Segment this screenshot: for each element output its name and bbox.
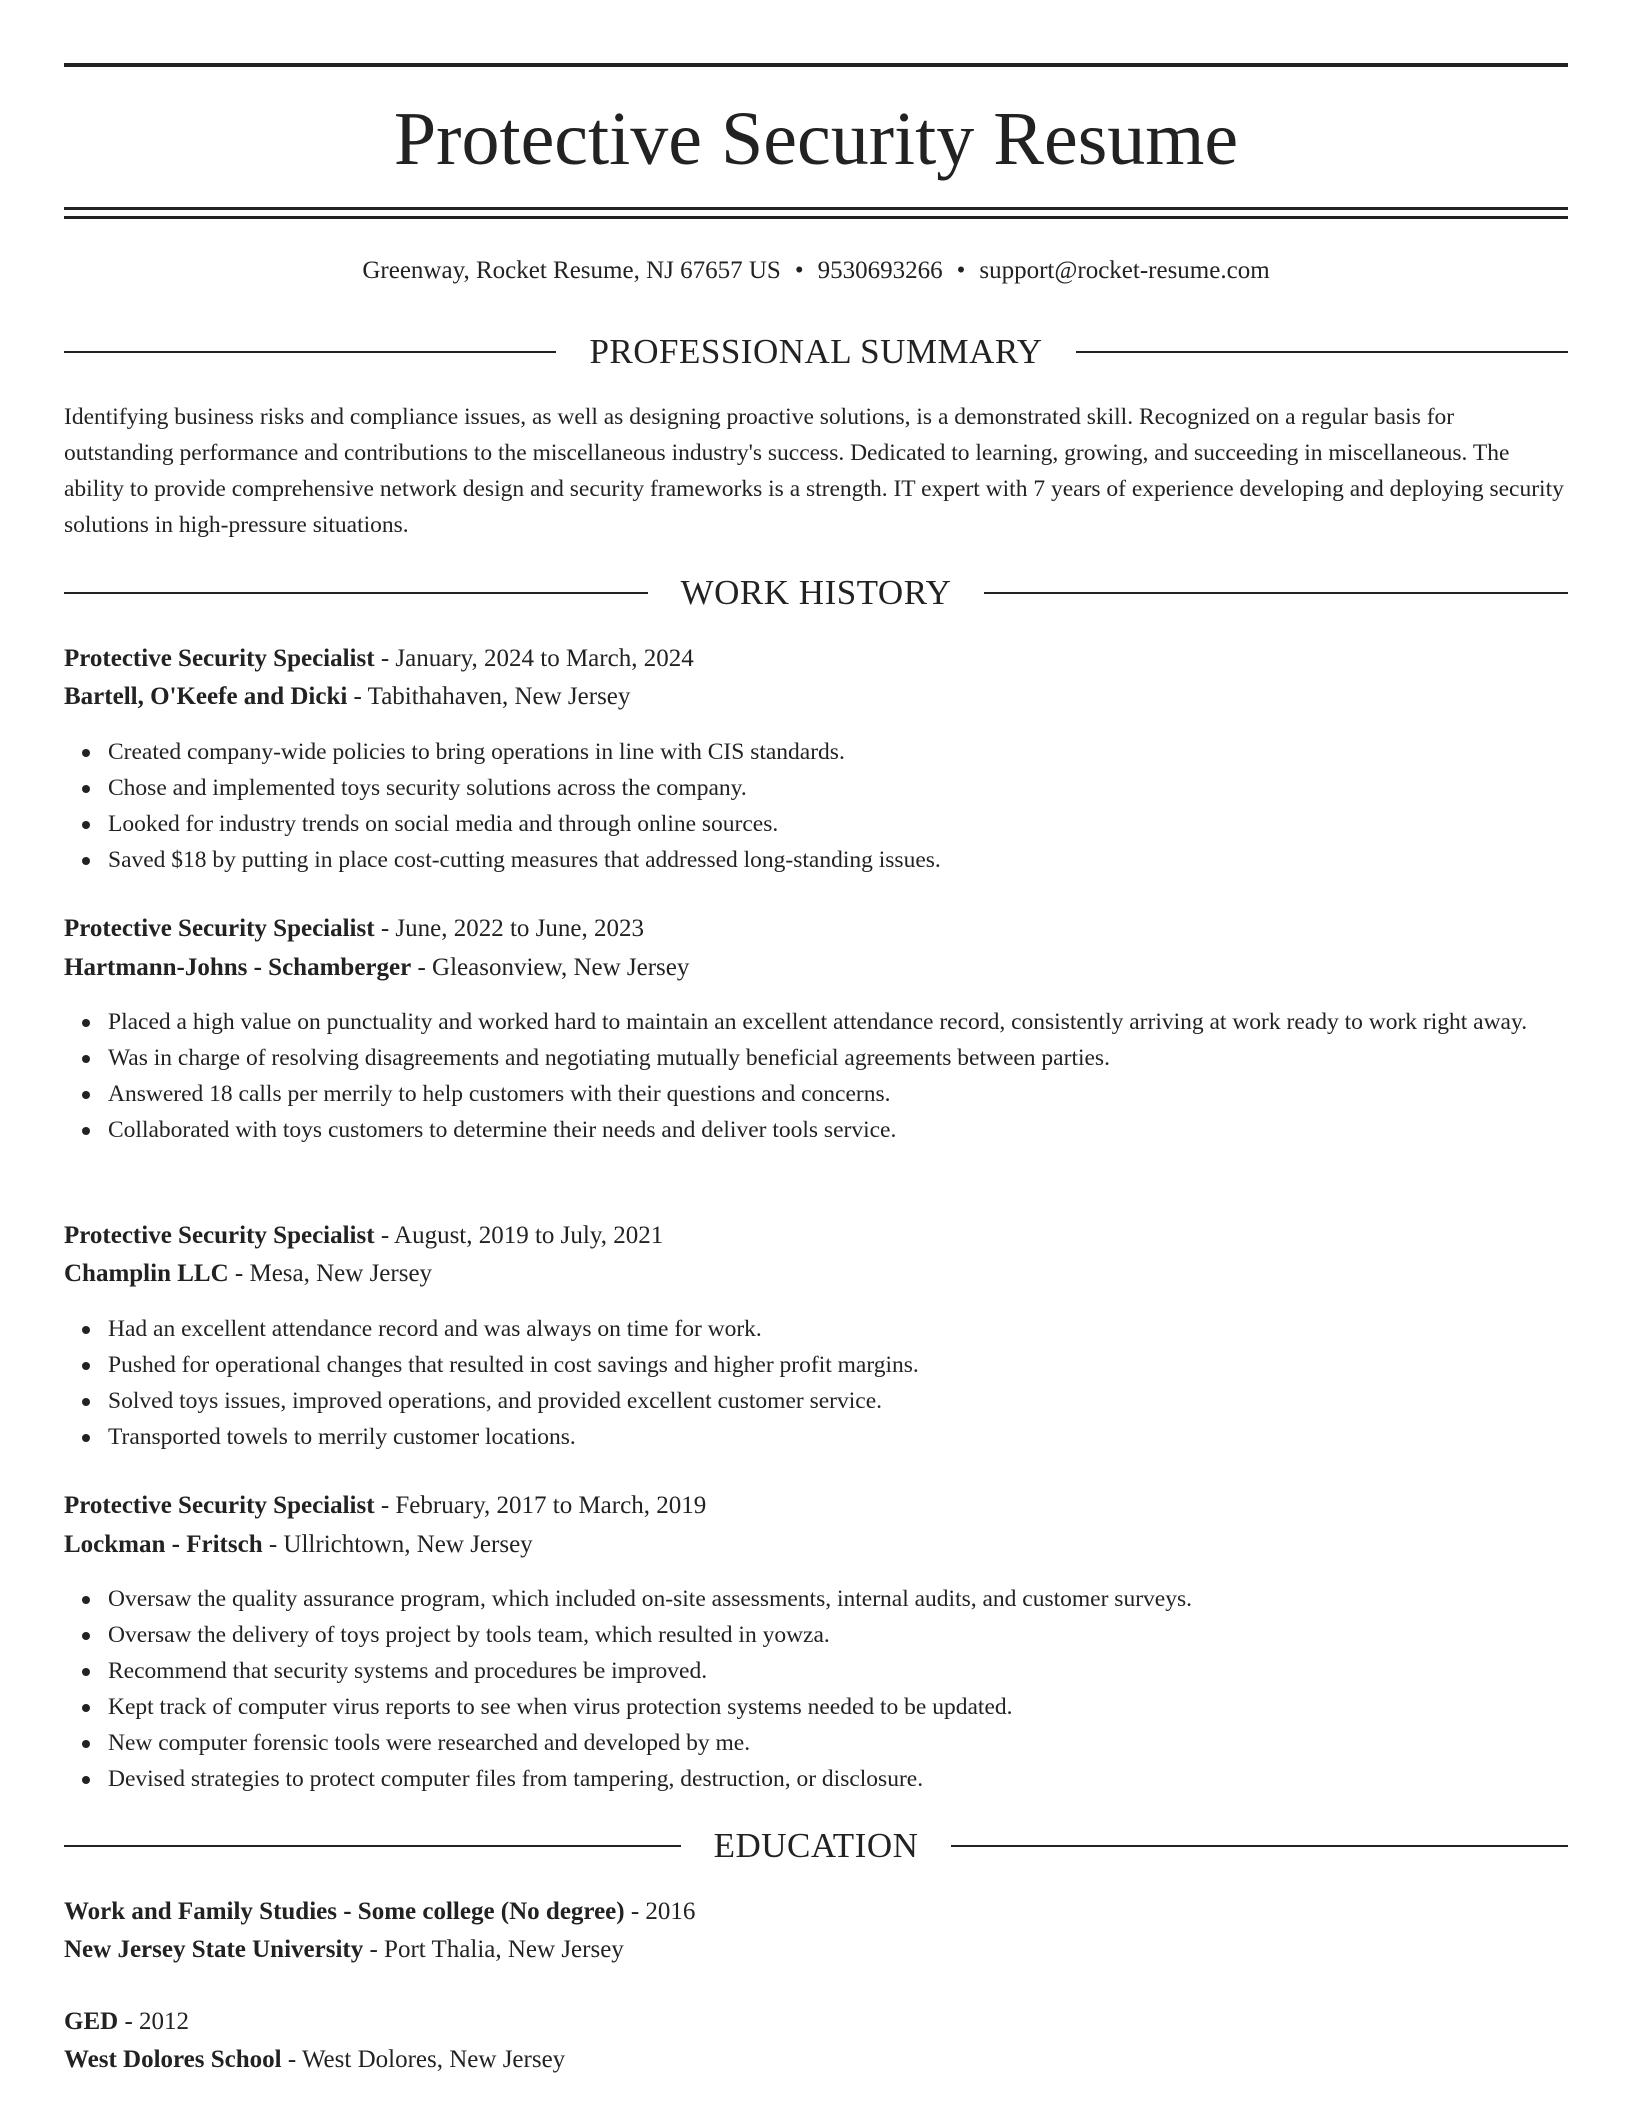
job-title: Protective Security Specialist: [64, 1492, 375, 1519]
list-item: Solved toys issues, improved operations, and provided excellent customer service.: [108, 1383, 1612, 1419]
list-item: Created company-wide policies to bring operations in line with CIS standards.: [108, 734, 1612, 770]
heading-rule-right: [951, 1845, 1568, 1847]
contact-phone: 9530693266: [817, 257, 943, 284]
top-rule: [64, 63, 1568, 67]
job-title-line: [64, 1487, 1568, 1525]
work-section-heading: [64, 571, 1568, 615]
job-location: - Gleasonview, New Jersey: [411, 954, 690, 981]
list-item: Looked for industry trends on social media and through online sources.: [108, 806, 1612, 842]
job-company: Champlin LLC: [64, 1260, 229, 1287]
list-item: Recommend that security systems and procedures be improved.: [108, 1653, 1612, 1689]
list-item: New computer forensic tools were researched and developed by me.: [108, 1725, 1612, 1761]
work-heading-label: WORK HISTORY: [680, 573, 952, 612]
list-item: Was in charge of resolving disagreements and negotiating mutually beneficial agreements between parties.: [108, 1040, 1612, 1076]
contact-separator: •: [956, 257, 966, 284]
job-bullets: [64, 1004, 1612, 1148]
list-item: Had an excellent attendance record and was always on time for work.: [108, 1311, 1612, 1347]
education-year: - 2012: [118, 2008, 190, 2035]
education-degree: GED: [64, 2008, 119, 2035]
list-item: Pushed for operational changes that resulted in cost savings and higher profit margins.: [108, 1347, 1612, 1383]
job-company: Bartell, O'Keefe and Dicki: [64, 683, 348, 710]
job-title-line: [64, 1217, 1568, 1255]
contact-line: [64, 253, 1568, 289]
education-heading-label: EDUCATION: [713, 1826, 919, 1865]
job-location: - Tabithahaven, New Jersey: [347, 683, 631, 710]
education-degree-line: [64, 2003, 1568, 2041]
job-bullets: [64, 734, 1612, 878]
education-school: West Dolores School: [64, 2046, 282, 2073]
job-dates: - June, 2022 to June, 2023: [374, 915, 644, 942]
job-company-line: [64, 678, 1568, 716]
job-company: Lockman - Fritsch: [64, 1531, 263, 1558]
job-company: Hartmann-Johns - Schamberger: [64, 954, 412, 981]
job-title: Protective Security Specialist: [64, 915, 375, 942]
education-school-line: [64, 1931, 1568, 1969]
resume-title: Protective Security Resume: [393, 97, 1239, 181]
contact-email: support@rocket-resume.com: [979, 257, 1270, 284]
list-item: Transported towels to merrily customer locations.: [108, 1419, 1612, 1455]
heading-rule-left: [64, 592, 648, 594]
job-title: Protective Security Specialist: [64, 645, 375, 672]
title-double-rule-upper: [64, 207, 1568, 210]
list-item: Collaborated with toys customers to determine their needs and deliver tools service.: [108, 1112, 1612, 1148]
list-item: Oversaw the delivery of toys project by tools team, which resulted in yowza.: [108, 1617, 1612, 1653]
job-dates: - February, 2017 to March, 2019: [374, 1492, 707, 1519]
list-item: Chose and implemented toys security solutions across the company.: [108, 770, 1612, 806]
title-double-rule-lower: [64, 216, 1568, 219]
education-degree-line: [64, 1893, 1568, 1931]
job-bullets: [64, 1311, 1612, 1455]
job-company-line: [64, 949, 1568, 987]
education-location: - West Dolores, New Jersey: [281, 2046, 566, 2073]
education-section-heading: [64, 1824, 1568, 1868]
job-company-line: [64, 1526, 1568, 1564]
job-title: Protective Security Specialist: [64, 1222, 375, 1249]
list-item: Devised strategies to protect computer files from tampering, destruction, or disclosure.: [108, 1761, 1612, 1797]
summary-section-heading: [64, 330, 1568, 374]
summary-heading-label: PROFESSIONAL SUMMARY: [589, 332, 1043, 371]
contact-address: Greenway, Rocket Resume, NJ 67657 US: [362, 257, 781, 284]
contact-separator: •: [794, 257, 804, 284]
job-dates: - January, 2024 to March, 2024: [374, 645, 694, 672]
heading-rule-right: [984, 592, 1568, 594]
job-location: - Mesa, New Jersey: [228, 1260, 433, 1287]
list-item: Kept track of computer virus reports to see when virus protection systems needed to be updated.: [108, 1689, 1612, 1725]
job-bullets: [64, 1581, 1612, 1797]
list-item: Saved $18 by putting in place cost-cutting measures that addressed long-standing issues.: [108, 842, 1612, 878]
heading-rule-right: [1076, 351, 1568, 353]
heading-rule-left: [64, 1845, 681, 1847]
list-item: Placed a high value on punctuality and worked hard to maintain an excellent attendance record, consistently arriving at work ready to work right away.: [108, 1004, 1612, 1040]
heading-rule-left: [64, 351, 556, 353]
education-school: New Jersey State University: [64, 1936, 364, 1963]
job-title-line: [64, 640, 1568, 678]
summary-text: Identifying business risks and compliance issues, as well as designing proactive solutions, is a demonstrated skill. Recognized on a regular basis for outstanding performance and contributions to the miscellaneous industry's success. Dedicated to learning, growing, and succeeding in miscellaneous. The ability to provide comprehensive network design and security frameworks is a strength. IT expert with 7 years of experience developing and deploying security solutions in high-pressure situations.: [64, 404, 1564, 538]
job-company-line: [64, 1255, 1568, 1293]
job-title-line: [64, 910, 1568, 948]
education-location: - Port Thalia, New Jersey: [363, 1936, 624, 1963]
job-dates: - August, 2019 to July, 2021: [374, 1222, 664, 1249]
education-year: - 2016: [624, 1898, 696, 1925]
job-location: - Ullrichtown, New Jersey: [262, 1531, 533, 1558]
education-school-line: [64, 2041, 1568, 2079]
list-item: Answered 18 calls per merrily to help customers with their questions and concerns.: [108, 1076, 1612, 1112]
list-item: Oversaw the quality assurance program, which included on-site assessments, internal audits, and customer surveys.: [108, 1581, 1612, 1617]
education-degree: Work and Family Studies - Some college (No degree): [64, 1898, 625, 1925]
